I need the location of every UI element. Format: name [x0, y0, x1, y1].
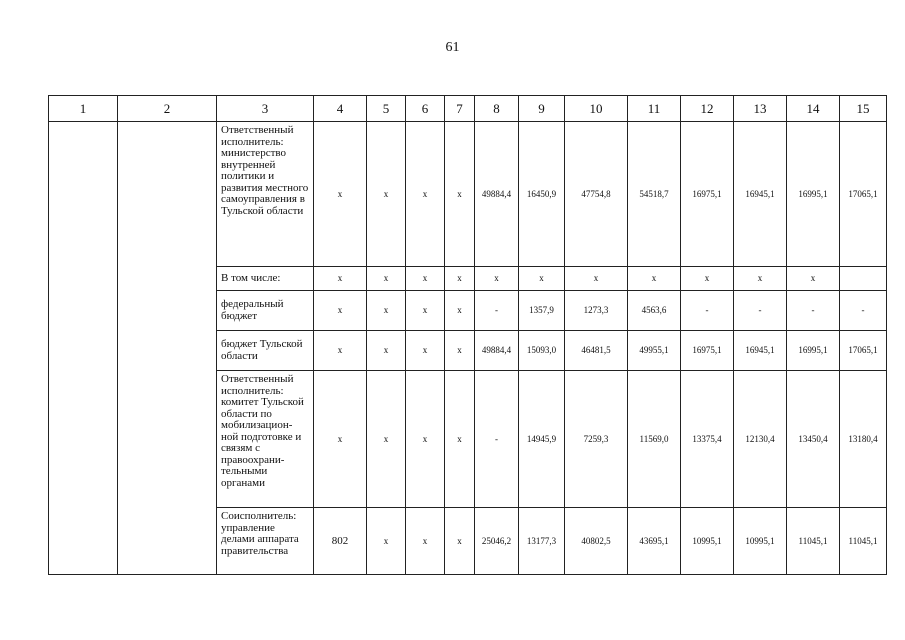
table-cell: - — [840, 291, 887, 331]
table-cell: 17065,1 — [840, 331, 887, 371]
table-cell: 47754,8 — [565, 122, 628, 267]
table-cell: 15093,0 — [519, 331, 565, 371]
table-cell: х — [734, 267, 787, 291]
table-cell: х — [445, 371, 475, 508]
table-cell: х — [445, 122, 475, 267]
column-header: 5 — [367, 96, 406, 122]
table-cell: х — [314, 122, 367, 267]
column-header: 1 — [49, 96, 118, 122]
table-cell: - — [475, 291, 519, 331]
table-cell: 16995,1 — [787, 331, 840, 371]
column-header: 8 — [475, 96, 519, 122]
table-cell: х — [445, 331, 475, 371]
table-cell: 16975,1 — [681, 331, 734, 371]
table-cell: х — [445, 508, 475, 575]
table-cell: х — [519, 267, 565, 291]
table-cell — [840, 267, 887, 291]
row-description: Ответственный исполнитель: министерство внутренней политики и развития местного самоуправления в Тульской области — [217, 122, 314, 267]
table-cell: 4563,6 — [628, 291, 681, 331]
table-cell: - — [734, 291, 787, 331]
table-cell: х — [565, 267, 628, 291]
table-cell: х — [367, 267, 406, 291]
table-cell: 54518,7 — [628, 122, 681, 267]
table-cell: 49884,4 — [475, 331, 519, 371]
table-cell: х — [367, 331, 406, 371]
table-cell: 13375,4 — [681, 371, 734, 508]
column-header: 13 — [734, 96, 787, 122]
table-cell: х — [314, 371, 367, 508]
column-header: 15 — [840, 96, 887, 122]
table-cell: х — [406, 122, 445, 267]
table-cell: 25046,2 — [475, 508, 519, 575]
row-description: В том числе: — [217, 267, 314, 291]
table-cell: х — [367, 291, 406, 331]
row-description: федеральный бюджет — [217, 291, 314, 331]
column-header: 14 — [787, 96, 840, 122]
table-cell: х — [681, 267, 734, 291]
table-cell: 17065,1 — [840, 122, 887, 267]
column-header: 9 — [519, 96, 565, 122]
row-description: бюджет Тульской области — [217, 331, 314, 371]
table-cell: х — [367, 508, 406, 575]
table-header-row — [49, 96, 887, 122]
column-header: 2 — [118, 96, 217, 122]
table-cell: х — [314, 291, 367, 331]
table-cell: 13177,3 — [519, 508, 565, 575]
table-cell: 43695,1 — [628, 508, 681, 575]
table-cell: 16995,1 — [787, 122, 840, 267]
table-cell: 13450,4 — [787, 371, 840, 508]
column-header: 10 — [565, 96, 628, 122]
table-cell: - — [681, 291, 734, 331]
table-cell: 16945,1 — [734, 122, 787, 267]
page-number: 61 — [445, 40, 460, 55]
table-cell: х — [787, 267, 840, 291]
column-header: 12 — [681, 96, 734, 122]
table-cell: 16975,1 — [681, 122, 734, 267]
table-cell: х — [406, 291, 445, 331]
table-cell: 14945,9 — [519, 371, 565, 508]
table-cell: 11045,1 — [840, 508, 887, 575]
table-cell: х — [367, 371, 406, 508]
table-cell: х — [406, 508, 445, 575]
table-cell: х — [406, 267, 445, 291]
table-cell: 12130,4 — [734, 371, 787, 508]
table-cell: 1357,9 — [519, 291, 565, 331]
table-cell: 16945,1 — [734, 331, 787, 371]
table-cell: х — [367, 122, 406, 267]
budget-table — [48, 95, 887, 575]
table-cell: 1273,3 — [565, 291, 628, 331]
table-row — [49, 122, 887, 267]
table-cell: 49955,1 — [628, 331, 681, 371]
row-description: Соисполнитель: управление делами аппарата правительства — [217, 508, 314, 575]
table-cell: 11045,1 — [787, 508, 840, 575]
table-cell: х — [445, 291, 475, 331]
table-cell: 10995,1 — [734, 508, 787, 575]
empty-cell-col1 — [49, 122, 118, 575]
table-cell: 802 — [314, 508, 367, 575]
column-header: 11 — [628, 96, 681, 122]
table-cell: х — [406, 331, 445, 371]
table-cell: 40802,5 — [565, 508, 628, 575]
table-cell: - — [787, 291, 840, 331]
column-header: 3 — [217, 96, 314, 122]
table-cell: 7259,3 — [565, 371, 628, 508]
column-header: 7 — [445, 96, 475, 122]
table-cell: х — [445, 267, 475, 291]
table-cell: 16450,9 — [519, 122, 565, 267]
empty-cell-col2 — [118, 122, 217, 575]
table-cell: 13180,4 — [840, 371, 887, 508]
table-cell: х — [314, 331, 367, 371]
table-cell: х — [475, 267, 519, 291]
table-cell: х — [406, 371, 445, 508]
table-cell: 10995,1 — [681, 508, 734, 575]
column-header: 4 — [314, 96, 367, 122]
table-cell: 46481,5 — [565, 331, 628, 371]
table-cell: х — [314, 267, 367, 291]
table-cell: - — [475, 371, 519, 508]
row-description: Ответственный исполнитель: комитет Тульской области по мобилизацион-ной подготовке и связям с правоохрани-тельными органами — [217, 371, 314, 508]
table-cell: 11569,0 — [628, 371, 681, 508]
table-cell: 49884,4 — [475, 122, 519, 267]
table-cell: х — [628, 267, 681, 291]
column-header: 6 — [406, 96, 445, 122]
